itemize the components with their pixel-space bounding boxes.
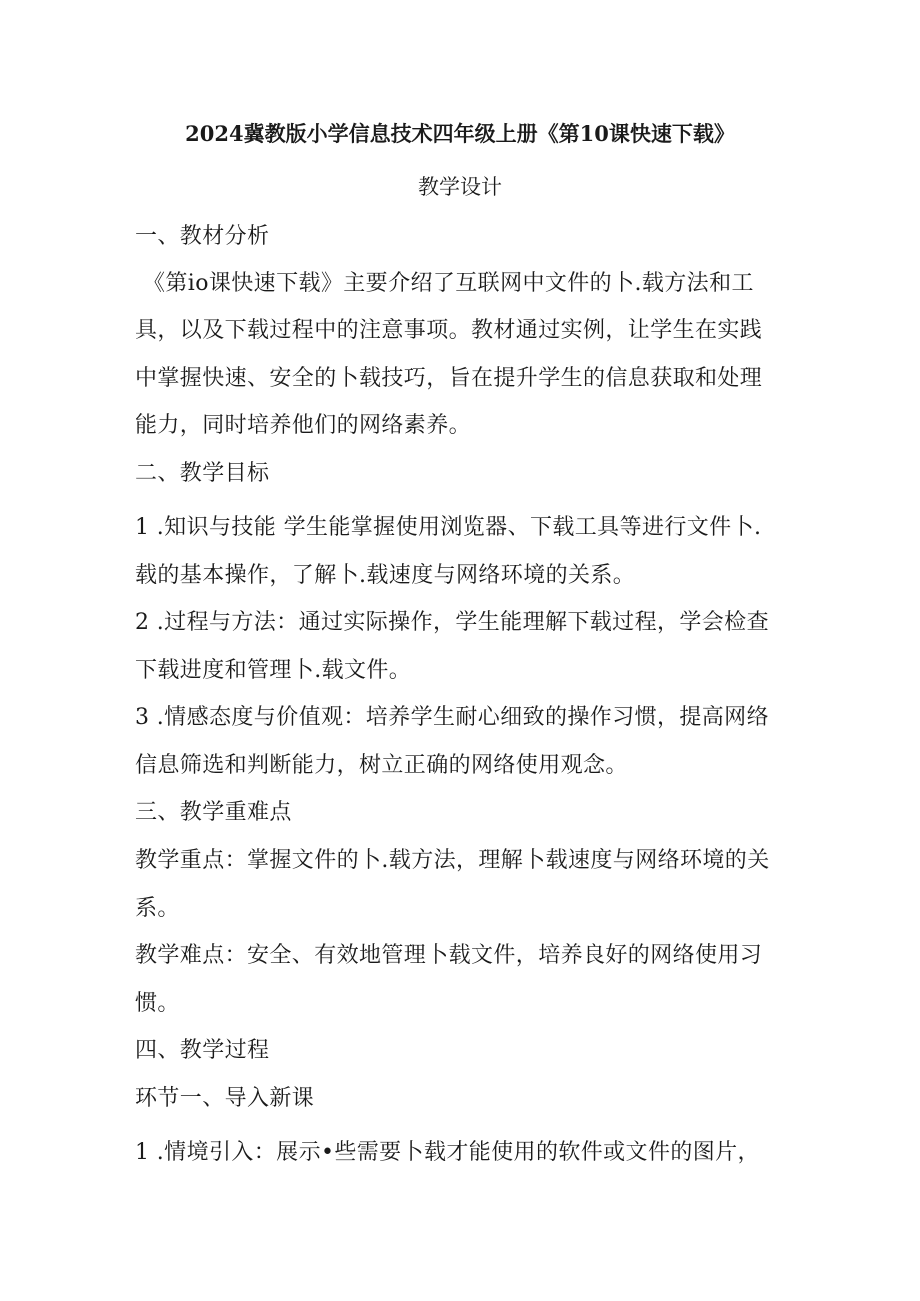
paragraph-line: 《第io课快速下载》主要介绍了互联网中文件的卜.载方法和工 (143, 271, 754, 296)
subsection-heading: 环节一、导入新课 (135, 1086, 315, 1111)
section-heading-2: 二、教学目标 (135, 461, 270, 486)
paragraph-line: 能力，同时培养他们的网络素养。 (135, 413, 472, 438)
paragraph-line: 教学重点：掌握文件的卜.载方法，理解卜载速度与网络环境的关 (135, 848, 770, 873)
paragraph-line: 下载进度和管理卜.载文件。 (135, 658, 412, 683)
paragraph-line: 载的基本操作，了解卜.载速度与网络环境的关系。 (135, 563, 636, 588)
paragraph-line: 中掌握快速、安全的卜载技巧，旨在提升学生的信息获取和处理 (135, 366, 763, 391)
paragraph-line: 系。 (135, 896, 180, 921)
document-title: 2024冀教版小学信息技术四年级上册《第10课快速下载》 (185, 121, 735, 146)
paragraph-line: 2 .过程与方法：通过实际操作，学生能理解下载过程，学会检查 (135, 610, 769, 635)
document-subtitle: 教学设计 (418, 175, 502, 199)
paragraph-line: 惯。 (135, 991, 180, 1016)
paragraph-line: 1 .知识与技能 学生能掌握使用浏览器、下载工具等进行文件卜. (135, 515, 762, 540)
section-heading-1: 一、教材分析 (135, 224, 270, 249)
paragraph-line: 1 .情境引入：展示•些需要卜载才能使用的软件或文件的图片， (135, 1140, 760, 1165)
paragraph-line: 教学难点：安全、有效地管理卜载文件，培养良好的网络使用习 (135, 943, 763, 968)
paragraph-line: 信息筛选和判断能力，树立正确的网络使用观念。 (135, 753, 628, 778)
paragraph-line: 3 .情感态度与价值观：培养学生耐心细致的操作习惯，提高网络 (135, 705, 769, 730)
section-heading-3: 三、教学重难点 (135, 800, 292, 825)
paragraph-line: 具，以及下载过程中的注意事项。教材通过实例，让学生在实践 (135, 318, 763, 343)
section-heading-4: 四、教学过程 (135, 1038, 270, 1063)
